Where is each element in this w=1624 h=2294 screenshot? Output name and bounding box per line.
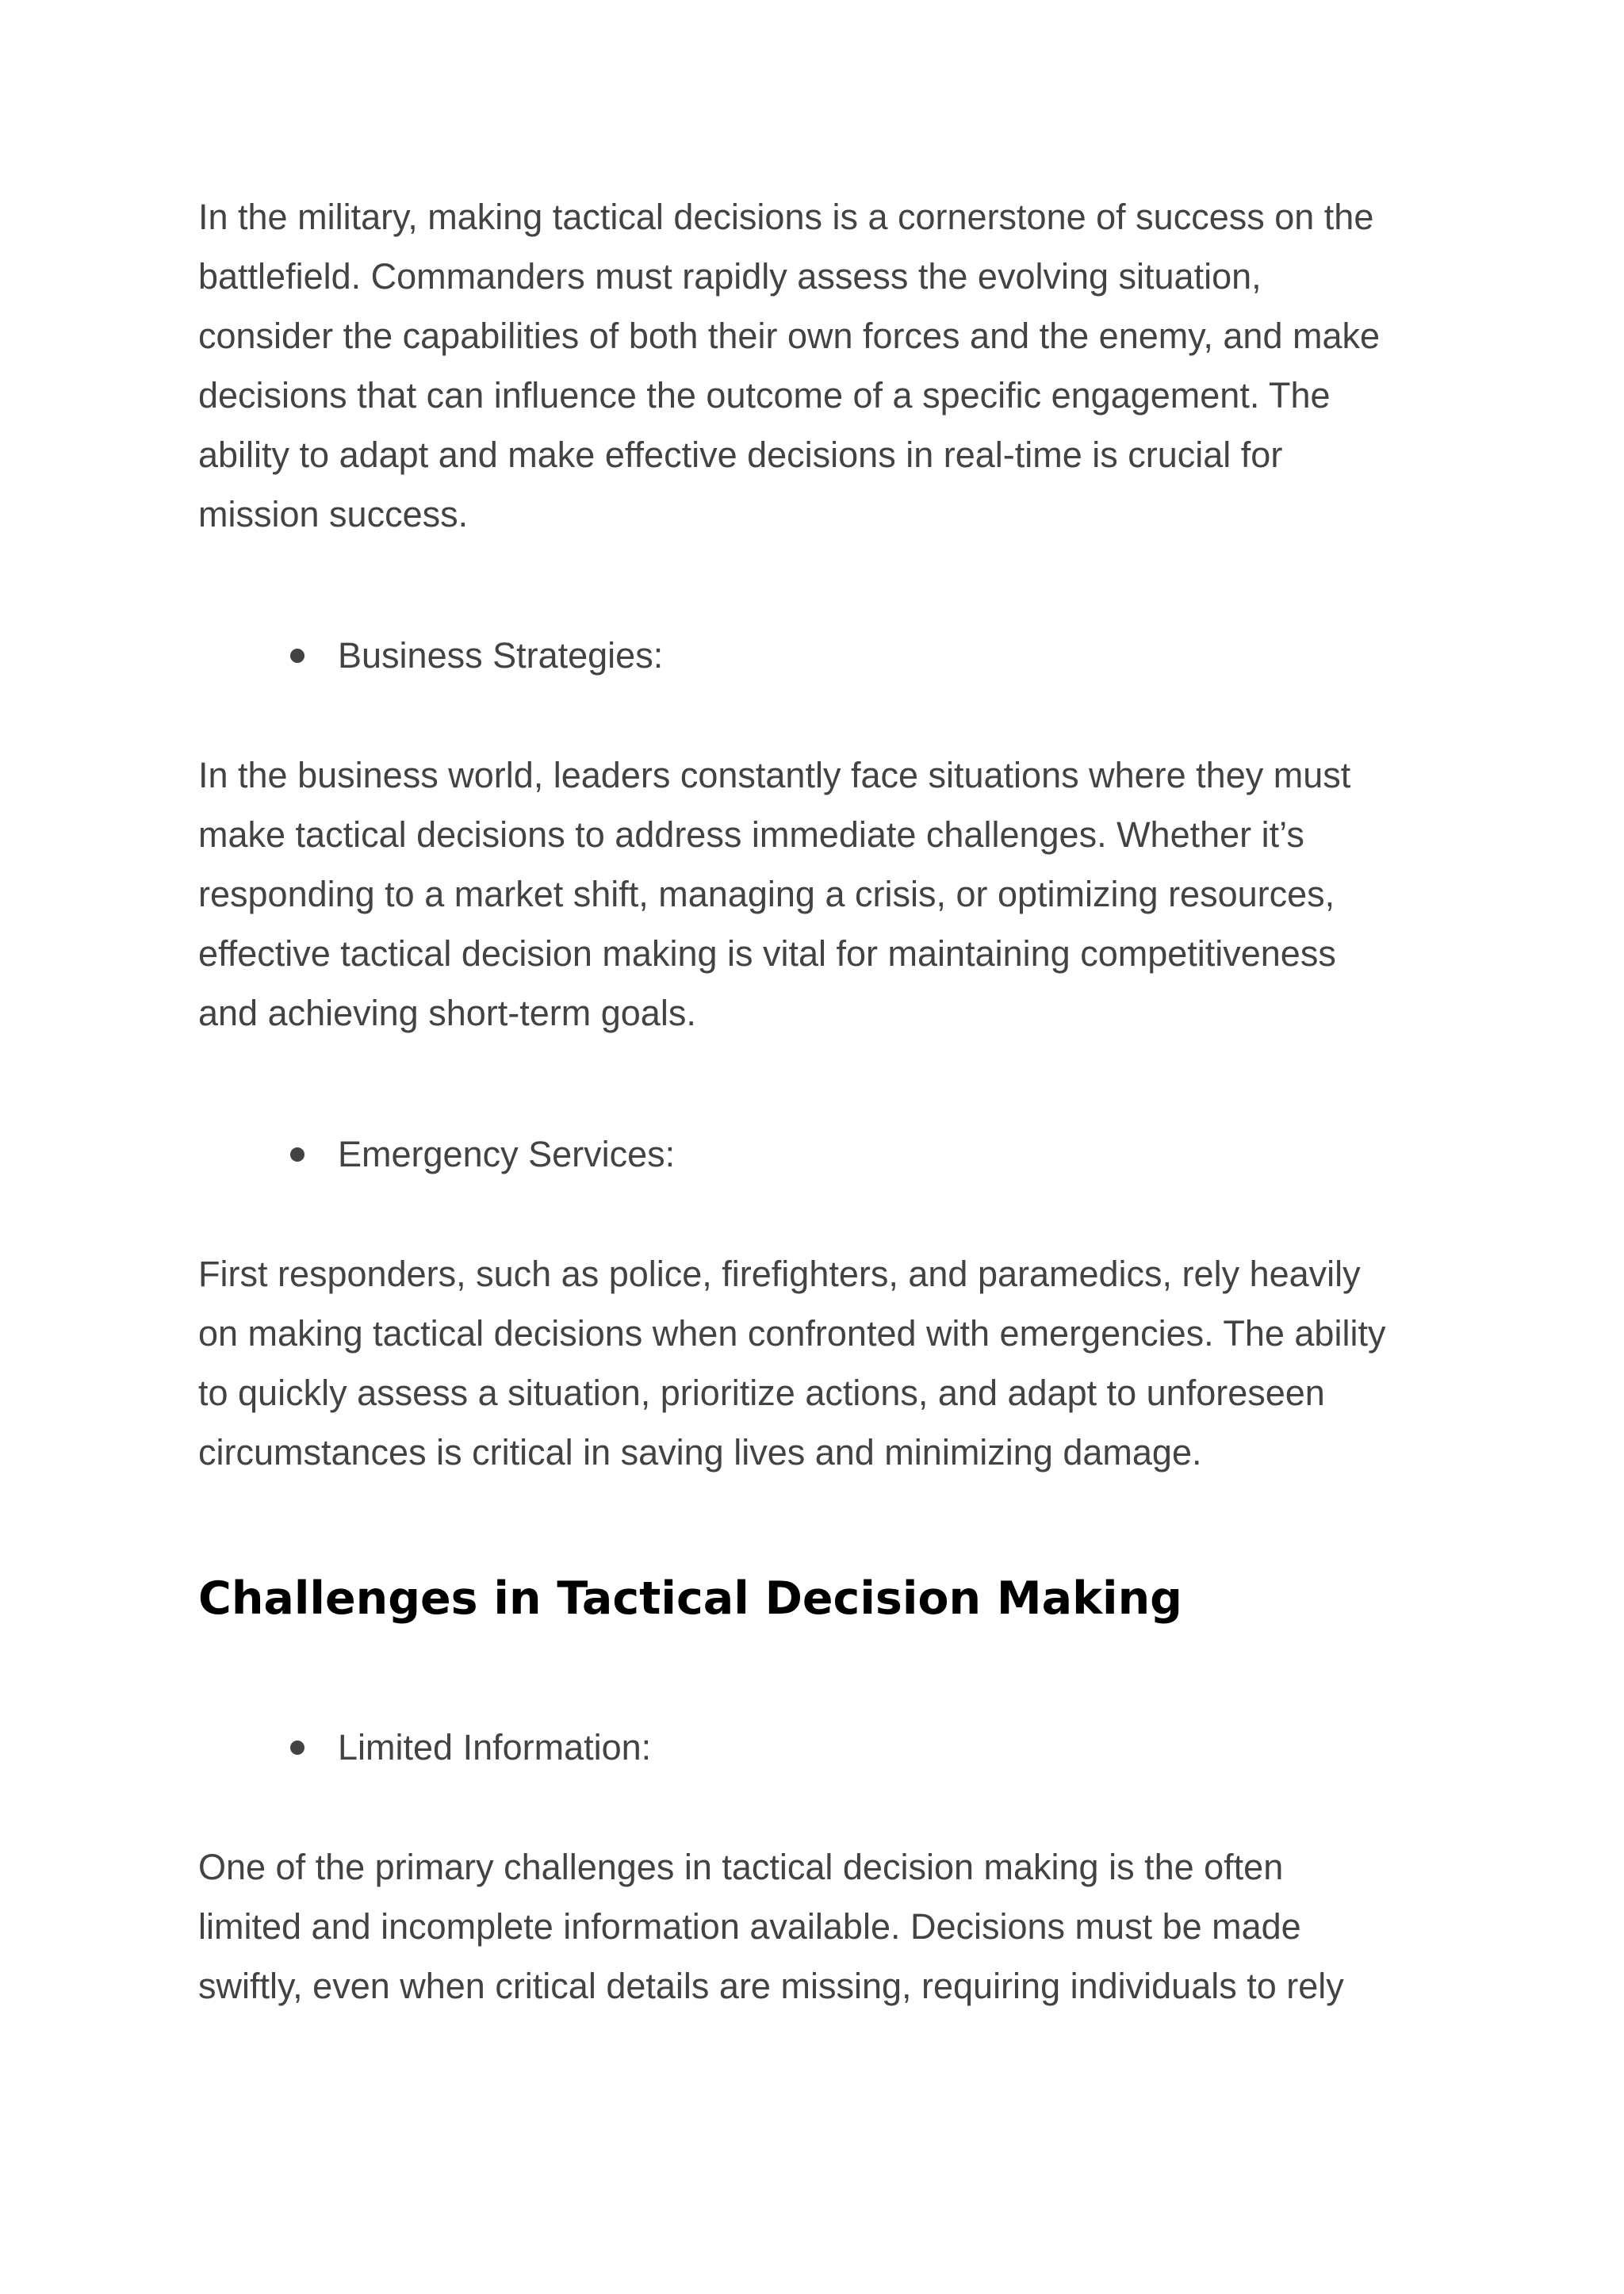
emergency-paragraph <box>198 1244 1451 1482</box>
paragraph-line: to quickly assess a situation, prioritize actions, and adapt to unforeseen <box>198 1373 1325 1413</box>
paragraph-line: decisions that can influence the outcome of a specific engagement. The <box>198 375 1331 416</box>
bullet-business-strategies <box>198 626 1451 685</box>
bullet-dot-icon <box>290 649 304 663</box>
bullet-label: Limited Information: <box>338 1727 652 1767</box>
bullet-dot-icon <box>290 1741 304 1755</box>
section-heading: Challenges in Tactical Decision Making <box>198 1572 1182 1625</box>
paragraph-line: First responders, such as police, firefighters, and paramedics, rely heavily <box>198 1254 1361 1294</box>
paragraph-line: on making tactical decisions when confronted with emergencies. The ability <box>198 1313 1386 1354</box>
business-paragraph <box>198 745 1451 1043</box>
limited-information-paragraph <box>198 1837 1451 2016</box>
paragraph-line: battlefield. Commanders must rapidly assess the evolving situation, <box>198 256 1262 297</box>
paragraph-line: ability to adapt and make effective decisions in real-time is crucial for <box>198 435 1283 475</box>
bullet-limited-information <box>198 1718 1451 1777</box>
paragraph-line: In the military, making tactical decisions is a cornerstone of success on the <box>198 197 1374 237</box>
paragraph-line: circumstances is critical in saving lives and minimizing damage. <box>198 1432 1202 1473</box>
bullet-dot-icon <box>290 1147 304 1162</box>
paragraph-line: One of the primary challenges in tactical decision making is the often <box>198 1847 1284 1887</box>
paragraph-line: In the business world, leaders constantly face situations where they must <box>198 755 1351 795</box>
paragraph-line: consider the capabilities of both their own forces and the enemy, and make <box>198 316 1381 356</box>
paragraph-line: swiftly, even when critical details are missing, requiring individuals to rely <box>198 1966 1344 2006</box>
paragraph-line: and achieving short-term goals. <box>198 993 696 1033</box>
document-body <box>198 187 1451 2016</box>
paragraph-line: limited and incomplete information available. Decisions must be made <box>198 1906 1301 1947</box>
military-paragraph <box>198 187 1451 544</box>
bullet-emergency-services <box>198 1124 1451 1184</box>
bullet-label: Emergency Services: <box>338 1134 676 1174</box>
paragraph-line: mission success. <box>198 494 469 534</box>
paragraph-line: responding to a market shift, managing a crisis, or optimizing resources, <box>198 874 1335 914</box>
bullet-label: Business Strategies: <box>338 635 664 676</box>
paragraph-line: make tactical decisions to address immediate challenges. Whether it’s <box>198 814 1304 855</box>
paragraph-line: effective tactical decision making is vital for maintaining competitiveness <box>198 933 1336 974</box>
